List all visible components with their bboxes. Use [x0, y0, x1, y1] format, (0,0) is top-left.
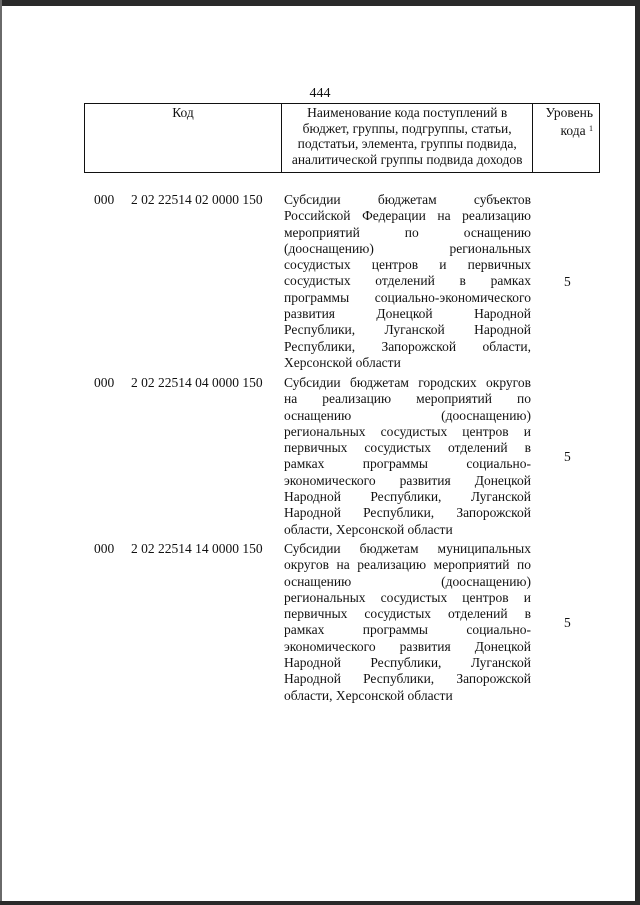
- desc-line: Республики, Запорожской области,: [284, 338, 531, 354]
- revenue-code: 2 02 22514 14 0000 150: [131, 541, 263, 556]
- desc-line: развития Донецкой Народной: [284, 306, 531, 322]
- admin-code: 000: [94, 541, 115, 556]
- desc-line: экономического развития Донецкой: [284, 472, 531, 488]
- desc-line: мероприятий по оснащению: [284, 224, 531, 240]
- desc-line: области, Херсонской области: [284, 687, 453, 703]
- table-header: [84, 103, 600, 173]
- level-value: 5: [564, 274, 571, 289]
- desc-line: Субсидии бюджетам муниципальных: [284, 541, 531, 556]
- desc-line: оснащению (дооснащению): [284, 573, 531, 589]
- desc-line: Российской Федерации на реализацию: [284, 208, 531, 224]
- header-name: [282, 104, 533, 173]
- admin-code: 000: [94, 192, 115, 207]
- admin-code: 000: [94, 375, 115, 390]
- desc-line: оснащению (дооснащению): [284, 407, 531, 423]
- revenue-code: 2 02 22514 04 0000 150: [131, 375, 263, 390]
- desc-line: экономического развития Донецкой: [284, 638, 531, 654]
- page-number: 444: [309, 86, 331, 101]
- desc-line: области, Херсонской области: [284, 521, 453, 537]
- desc-line: региональных сосудистых центров и: [284, 589, 531, 605]
- table-row: [0, 541, 640, 705]
- table-row: [0, 192, 640, 372]
- desc-line: сосудистых центров и первичных: [284, 257, 531, 273]
- desc-line: первичных сосудистых отделений в: [284, 606, 531, 622]
- header-level-line: Уровень: [545, 105, 593, 120]
- desc-line: Народной Республики, Луганской: [284, 489, 531, 505]
- header-name-line: аналитической группы подвида доходов: [291, 151, 523, 167]
- desc-line: Народной Республики, Запорожской: [284, 671, 531, 687]
- header-level-word: кода: [560, 122, 586, 138]
- desc-line: Народной Республики, Запорожской: [284, 505, 531, 521]
- scan-border-top: [0, 0, 640, 6]
- table-row: [0, 375, 640, 539]
- desc-line: рамках программы социально-: [284, 622, 531, 638]
- desc-line: рамках программы социально-: [284, 456, 531, 472]
- desc-line: Херсонской области: [284, 354, 401, 370]
- header-level-line2: [535, 121, 593, 139]
- desc-line: программы социально-экономического: [284, 289, 531, 305]
- header-level: [533, 104, 600, 173]
- desc-line: Субсидии бюджетам субъектов: [284, 192, 531, 207]
- desc-line: Народной Республики, Луганской: [284, 655, 531, 671]
- level-value: 5: [564, 615, 571, 630]
- desc-line: Субсидии бюджетам городских округов: [284, 375, 531, 390]
- scan-border-bottom: [0, 901, 640, 905]
- level-value: 5: [564, 449, 571, 464]
- header-code: Код: [85, 104, 282, 173]
- header-name-line: подстатьи, элемента, группы подвида,: [297, 136, 517, 151]
- desc-line: сосудистых отделений в рамках: [284, 273, 531, 289]
- desc-line: (дооснащению) региональных: [284, 240, 531, 256]
- header-name-line: Наименование кода поступлений в: [307, 105, 508, 120]
- row-description: [284, 192, 531, 371]
- row-description: [284, 541, 531, 704]
- desc-line: округов на реализацию мероприятий по: [284, 557, 531, 573]
- desc-line: региональных сосудистых центров и: [284, 423, 531, 439]
- row-description: [284, 375, 531, 538]
- desc-line: первичных сосудистых отделений в: [284, 440, 531, 456]
- footnote-marker: 1: [589, 123, 593, 133]
- desc-line: Республики, Луганской Народной: [284, 322, 531, 338]
- header-name-line: бюджет, группы, подгруппы, статьи,: [302, 120, 512, 136]
- revenue-code: 2 02 22514 02 0000 150: [131, 192, 263, 207]
- desc-line: на реализацию мероприятий по: [284, 391, 531, 407]
